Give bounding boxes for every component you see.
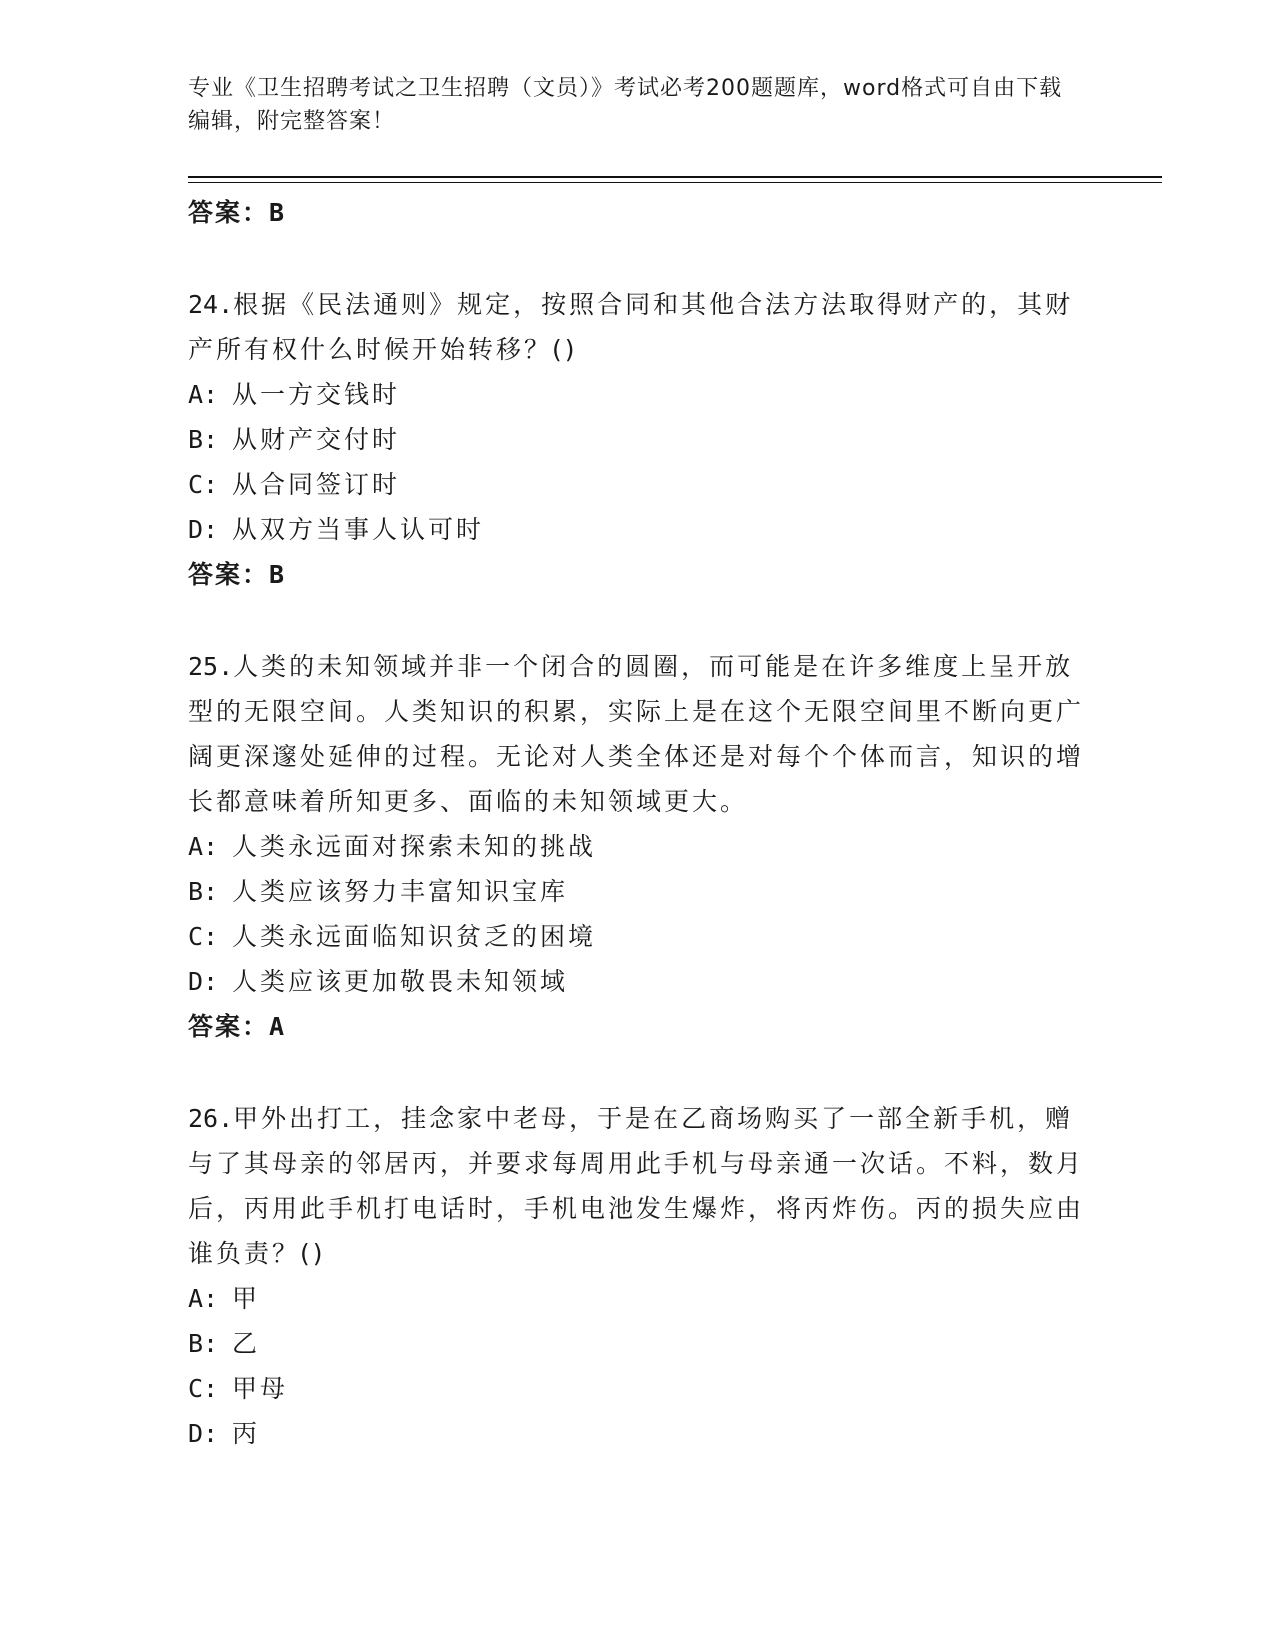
answer-line-prev: 答案：B — [188, 198, 287, 227]
option-c: C: 甲母 — [188, 1374, 289, 1403]
question-25 — [188, 644, 1088, 1050]
question-stem: 25.人类的未知领域并非一个闭合的圆圈，而可能是在许多维度上呈开放型的无限空间。人类知识的积累，实际上是在这个无限空间里不断向更广阔更深邃处延伸的过程。无论对人类全体还是对每个个体而言，知识的增长都意味着所知更多、面临的未知领域更大。 — [188, 652, 1085, 816]
question-26 — [188, 1096, 1088, 1456]
option-b: B: 乙 — [188, 1329, 261, 1358]
question-24 — [188, 282, 1088, 598]
header-text: 专业《卫生招聘考试之卫生招聘（文员）》考试必考200题题库，word格式可自由下载编辑，附完整答案！ — [188, 76, 1063, 134]
document-body — [188, 190, 1088, 1456]
option-b: B: 人类应该努力丰富知识宝库 — [188, 877, 569, 906]
option-d: D: 人类应该更加敬畏未知领域 — [188, 967, 569, 996]
option-a: A: 甲 — [188, 1284, 261, 1313]
question-number: 25. — [188, 652, 234, 681]
option-b: B: 从财产交付时 — [188, 425, 401, 454]
answer-line: 答案：A — [188, 1012, 287, 1041]
question-number: 24. — [188, 290, 234, 319]
question-stem: 24.根据《民法通则》规定，按照合同和其他合法方法取得财产的，其财产所有权什么时候开始转移？() — [188, 290, 1074, 364]
option-a: A: 人类永远面对探索未知的挑战 — [188, 832, 597, 861]
option-d: D: 丙 — [188, 1419, 261, 1448]
option-d: D: 从双方当事人认可时 — [188, 515, 485, 544]
header-divider-thick — [188, 176, 1162, 178]
question-stem: 26.甲外出打工，挂念家中老母，于是在乙商场购买了一部全新手机，赠与了其母亲的邻居丙，并要求每周用此手机与母亲通一次话。不料，数月后，丙用此手机打电话时，手机电池发生爆炸，将丙炸伤。丙的损失应由谁负责？() — [188, 1104, 1085, 1268]
header-divider-thin — [188, 182, 1162, 183]
page-header — [188, 72, 1078, 138]
option-a: A: 从一方交钱时 — [188, 380, 401, 409]
answer-line: 答案：B — [188, 560, 287, 589]
option-c: C: 从合同签订时 — [188, 470, 401, 499]
question-number: 26. — [188, 1104, 234, 1133]
option-c: C: 人类永远面临知识贫乏的困境 — [188, 922, 597, 951]
